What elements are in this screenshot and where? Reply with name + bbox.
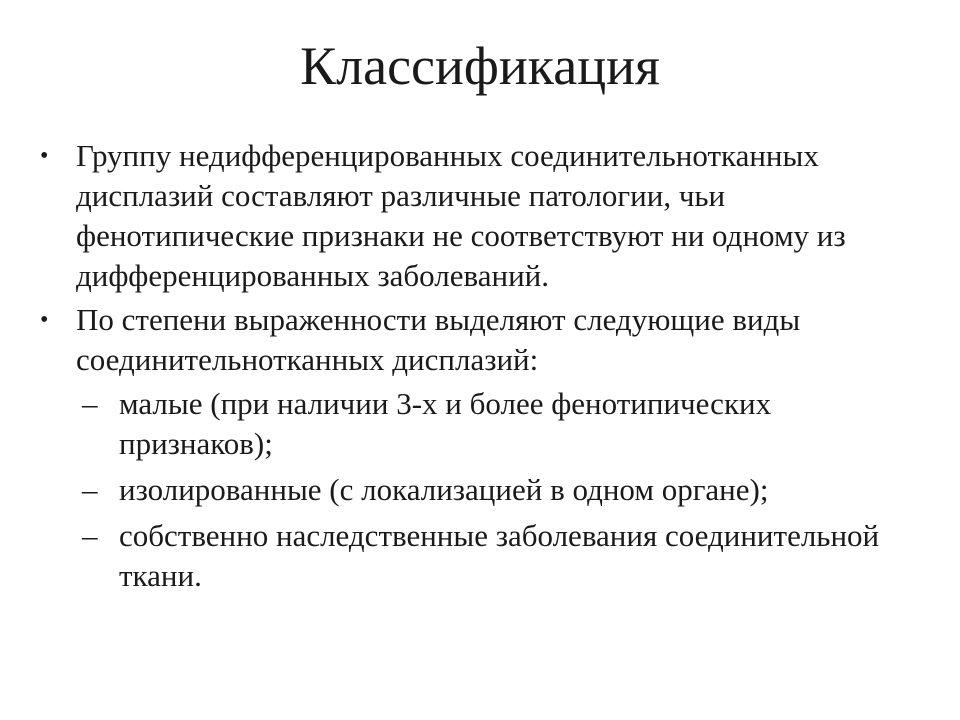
sub-item-2: [40, 470, 920, 510]
bullet-item-1: [40, 136, 920, 296]
bullet-text: Группу недифференцированных соединительнотканных дисплазий составляют различные патологии, чьи фенотипические признаки не соответствуют ни одному из дифференцированных заболеваний.: [76, 138, 846, 293]
sub-item-text: собственно наследственные заболевания соединительной ткани.: [119, 518, 880, 593]
slide-content: [40, 136, 920, 602]
dash-icon: –: [82, 472, 98, 507]
bullet-icon: •: [40, 307, 49, 333]
sub-item-text: малые (при наличии 3-х и более фенотипических признаков);: [119, 386, 772, 461]
dash-icon: –: [82, 386, 98, 421]
sub-item-3: [40, 516, 920, 596]
dash-icon: –: [82, 518, 98, 553]
bullet-icon: •: [40, 143, 49, 169]
sub-item-1: [40, 384, 920, 464]
bullet-text: По степени выраженности выделяют следующие виды соединительнотканных дисплазий:: [76, 302, 801, 377]
bullet-item-2: [40, 300, 920, 380]
sub-item-text: изолированные (с локализацией в одном органе);: [119, 472, 769, 507]
slide-title: Классификация: [300, 36, 660, 96]
